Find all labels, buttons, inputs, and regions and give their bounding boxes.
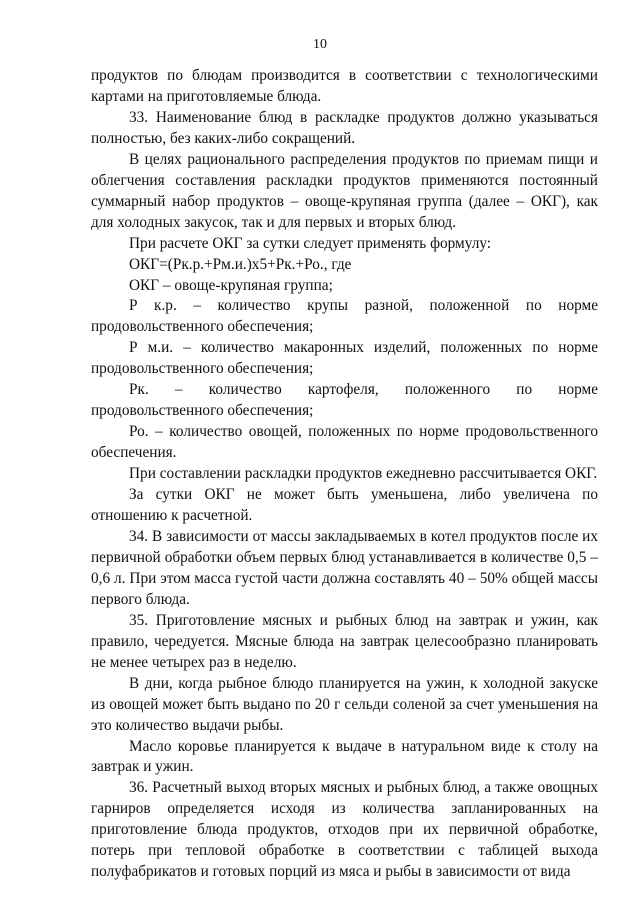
- paragraph: 36. Расчетный выход вторых мясных и рыбных блюд, а также овощных гарниров определяется исходя из количества запланированных на приготовление блюда продуктов, отходов при их первичной обработке, потерь при тепловой обработке в соответствии с таблицей выхода полуфабрикатов и готовых порций из мяса и рыбы в зависимости от вида: [91, 779, 598, 881]
- paragraph: ОКГ – овоще-крупяная группа;: [129, 276, 333, 294]
- paragraph: Масло коровье планируется к выдаче в натуральном виде к столу на завтрак и ужин.: [91, 737, 598, 776]
- paragraph: В дни, когда рыбное блюдо планируется на ужин, к холодной закуске из овощей может быть выдано по 20 г сельди соленой за счет уменьшения на это количество выдачи рыбы.: [91, 674, 598, 734]
- paragraph: За сутки ОКГ не может быть уменьшена, либо увеличена по отношению к расчетной.: [91, 486, 598, 525]
- paragraph: 33. Наименование блюд в раскладке продуктов должно указываться полностью, без каких-либо сокращений.: [91, 108, 598, 147]
- paragraph: Ро. – количество овощей, положенных по норме продовольственного обеспечения.: [91, 423, 598, 462]
- page-number: 10: [313, 37, 327, 52]
- paragraph: Р м.и. – количество макаронных изделий, положенных по норме продовольственного обеспечения;: [91, 339, 598, 378]
- paragraph: Рк. – количество картофеля, положенного по норме продовольственного обеспечения;: [91, 381, 598, 420]
- paragraph: продуктов по блюдам производится в соответствии с технологическими картами на приготовляемые блюда.: [91, 67, 598, 105]
- paragraph: При расчете ОКГ за сутки следует применять формулу:: [129, 234, 492, 252]
- paragraph: В целях рационального распределения продуктов по приемам пищи и облегчения составления раскладки продуктов применяются постоянный суммарный набор продуктов – овоще-крупяная группа (далее – ОКГ), как для холодных закусок, так и для первых и вторых блюд.: [91, 150, 598, 231]
- document-body: [91, 66, 598, 883]
- paragraph: 35. Приготовление мясных и рыбных блюд на завтрак и ужин, как правило, чередуется. Мясные блюда на завтрак целесообразно планировать не менее четырех раз в неделю.: [91, 611, 598, 671]
- paragraph: Р к.р. – количество крупы разной, положенной по норме продовольственного обеспечения;: [91, 297, 598, 336]
- paragraph: 34. В зависимости от массы закладываемых в котел продуктов после их первичной обработки объем первых блюд устанавливается в количестве 0,5 – 0,6 л. При этом масса густой части должна составлять 40 – 50% общей массы первого блюда.: [91, 527, 598, 608]
- paragraph: При составлении раскладки продуктов ежедневно рассчитывается ОКГ.: [129, 465, 598, 483]
- formula: ОКГ=(Рк.р.+Рм.и.)х5+Рк.+Ро., где: [129, 255, 352, 273]
